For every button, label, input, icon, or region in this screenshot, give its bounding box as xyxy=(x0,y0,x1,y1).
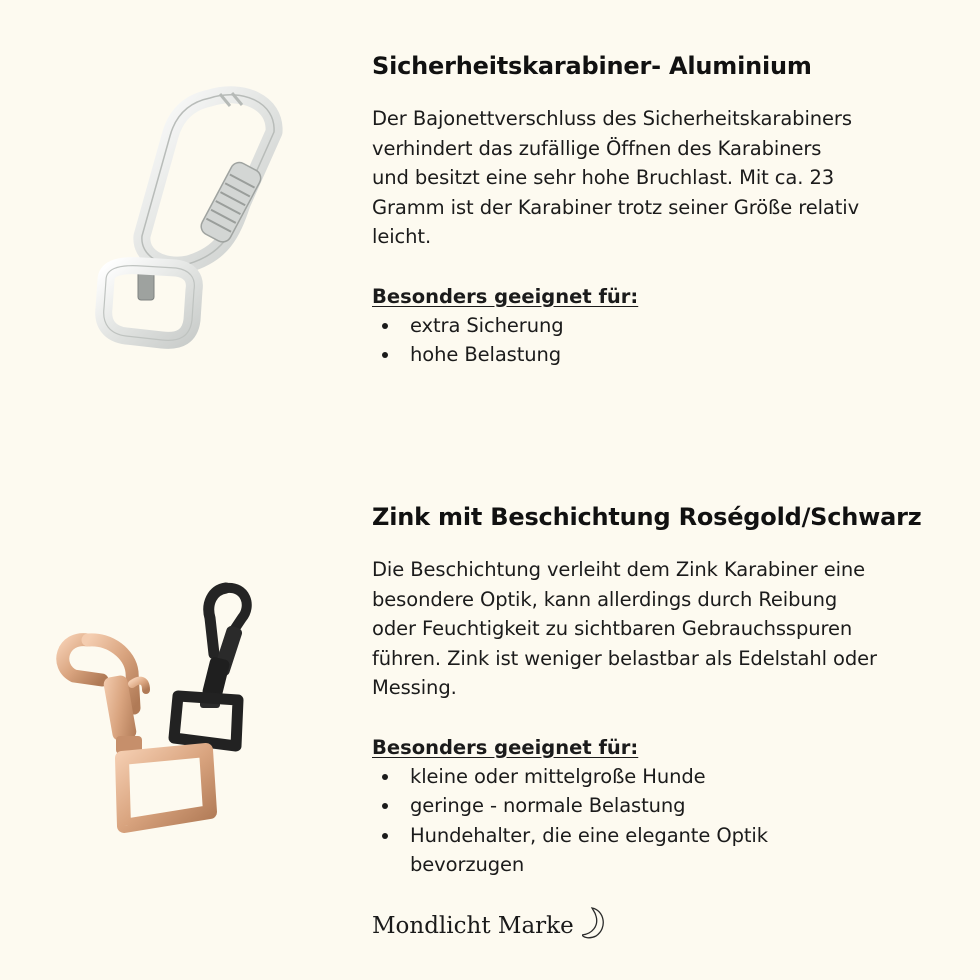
description-line: Der Bajonettverschluss des Sicherheitskarabiners xyxy=(372,107,852,130)
list-item xyxy=(372,821,972,880)
description-line: und besitzt eine sehr hohe Bruchlast. Mit ca. 23 xyxy=(372,166,835,189)
list-item-text: bevorzugen xyxy=(410,853,525,876)
description-line: führen. Zink ist weniger belastbar als Edelstahl oder xyxy=(372,646,877,670)
list-item-text: Hundehalter, die eine elegante Optik xyxy=(410,823,768,847)
description-line: verhindert das zufällige Öffnen des Karabiners xyxy=(372,136,822,160)
description-line: Messing. xyxy=(372,676,457,699)
list-item-text: geringe - normale Belastung xyxy=(410,794,686,817)
suitability-list xyxy=(372,762,972,880)
description-line: Gramm ist der Karabiner trotz seiner Größe relativ xyxy=(372,195,860,219)
section-zinc xyxy=(372,503,972,880)
list-item xyxy=(372,311,972,341)
aluminium-carabiner-icon xyxy=(92,84,292,349)
section-title: Sicherheitskarabiner- Aluminium xyxy=(372,52,812,80)
list-item-text: kleine oder mittelgroße Hunde xyxy=(410,764,706,788)
list-item-text: hohe Belastung xyxy=(410,343,562,366)
suitability-heading: Besonders geeignet für: xyxy=(372,284,639,308)
suitability-list xyxy=(372,311,972,370)
section-description xyxy=(372,555,972,703)
section-aluminium xyxy=(372,52,972,370)
brand-logo-text: Mondlicht Marke xyxy=(372,913,574,939)
list-item-text: extra Sicherung xyxy=(410,313,564,337)
section-title: Zink mit Beschichtung Roségold/Schwarz xyxy=(372,503,922,531)
description-line: leicht. xyxy=(372,225,432,248)
description-line: besondere Optik, kann allerdings durch Reibung xyxy=(372,587,838,611)
description-line: Die Beschichtung verleiht dem Zink Karabiner eine xyxy=(372,558,866,581)
crescent-moon-icon xyxy=(582,906,608,940)
list-item xyxy=(372,791,972,821)
section-description xyxy=(372,104,972,252)
zinc-snap-hooks-icon xyxy=(50,568,260,848)
suitability-heading: Besonders geeignet für: xyxy=(372,735,639,759)
description-line: oder Feuchtigkeit zu sichtbaren Gebrauchsspuren xyxy=(372,617,853,640)
list-item xyxy=(372,762,972,792)
list-item xyxy=(372,340,972,370)
